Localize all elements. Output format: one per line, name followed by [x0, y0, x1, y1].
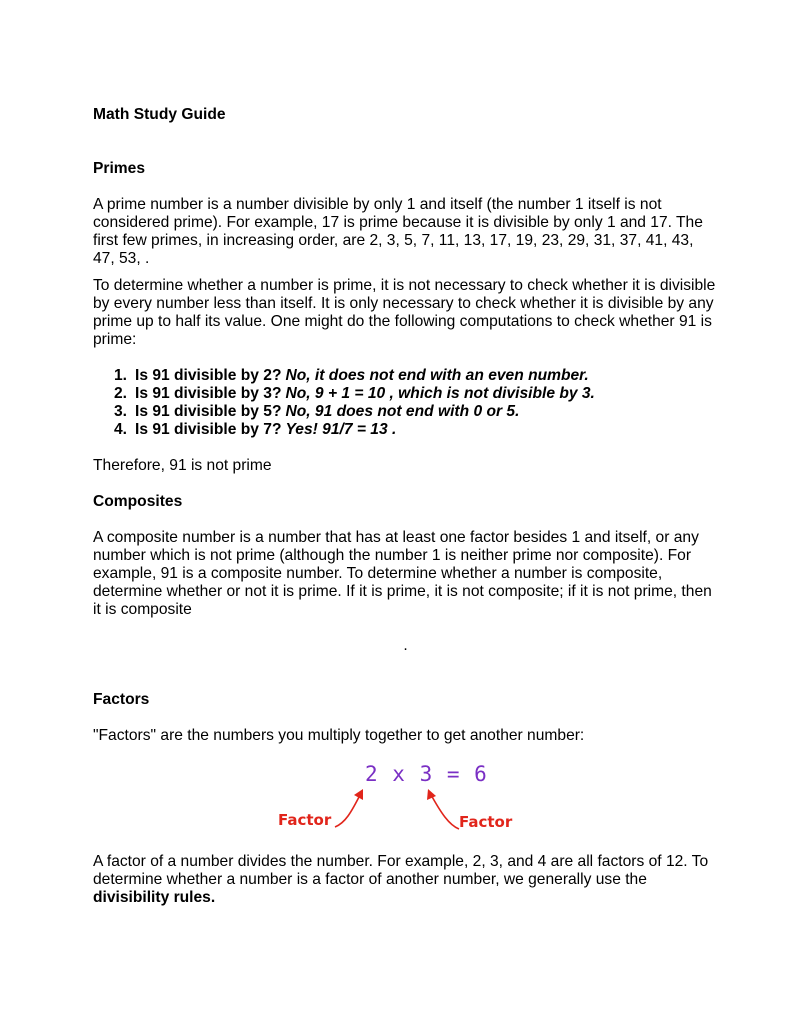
factors-definition-text: A factor of a number divides the number. For example, 2, 3, and 4 are all factors of 12. To determine whether a number is a factor of another number, we generally use the — [93, 853, 709, 888]
check-answer: No, 9 + 1 = 10 , which is not divisible by 3. — [285, 385, 595, 402]
check-item — [93, 421, 718, 439]
check-number: 2. — [113, 385, 127, 402]
left-arrow-line — [335, 793, 361, 827]
composites-paragraph: A composite number is a number that has at least one factor besides 1 and itself, or any number which is not prime (although the number 1 is neither prime nor composite). For example, 91 is a composite number. To determine whether a number is composite, determine whether or not it is prime. If it is prime, it is not composite; if it is not prime, then it is composite — [93, 529, 712, 618]
right-arrow-line — [430, 793, 459, 829]
check-question: Is 91 divisible by 7? — [135, 421, 282, 438]
check-number: 3. — [113, 403, 127, 420]
stray-dot-line — [93, 637, 718, 655]
primes-heading: Primes — [93, 160, 146, 177]
check-answer: No, it does not end with an even number. — [285, 367, 589, 384]
factors-section — [93, 691, 718, 907]
factors-heading: Factors — [93, 691, 150, 708]
primes-conclusion: Therefore, 91 is not prime — [93, 457, 272, 474]
divisibility-check-list — [93, 367, 718, 439]
factor-equation: 2 x 3 = 6 — [365, 762, 488, 786]
document-page — [93, 106, 718, 925]
primes-section — [93, 160, 718, 475]
document-title: Math Study Guide — [93, 106, 226, 123]
factors-intro-paragraph: "Factors" are the numbers you multiply together to get another number: — [93, 727, 585, 744]
check-question: Is 91 divisible by 5? — [135, 403, 282, 420]
primes-definition-paragraph: A prime number is a number divisible by only 1 and itself (the number 1 itself is not considered prime). For example, 17 is prime because it is divisible by only 1 and 17. The first few primes, in increasing order, are 2, 3, 5, 7, 11, 13, 17, 19, 23, 29, 31, 37, 41, 43, 47, 53, . — [93, 196, 703, 267]
check-item — [93, 385, 718, 403]
check-answer: No, 91 does not end with 0 or 5. — [285, 403, 520, 420]
composites-heading: Composites — [93, 493, 183, 510]
factor-diagram — [93, 763, 718, 835]
primes-check-paragraph: To determine whether a number is prime, it is not necessary to check whether it is divisible by every number less than itself. It is only necessary to check whether it is divisible by any prime up to half its value. One might do the following computations to check whether 91 is prime: — [93, 277, 716, 348]
check-item — [93, 403, 718, 421]
check-number: 4. — [113, 421, 127, 438]
check-answer: Yes! 91/7 = 13 . — [285, 421, 397, 438]
check-question: Is 91 divisible by 2? — [135, 367, 282, 384]
check-number: 1. — [113, 367, 127, 384]
check-question: Is 91 divisible by 3? — [135, 385, 282, 402]
factors-definition-paragraph — [93, 853, 718, 907]
check-item — [93, 367, 718, 385]
composites-section — [93, 493, 718, 655]
factor-label-right: Factor — [459, 813, 513, 831]
stray-dot: . — [403, 637, 408, 654]
divisibility-rules-term: divisibility rules. — [93, 889, 216, 906]
factor-label-left: Factor — [278, 811, 332, 829]
right-arrow-head — [427, 789, 436, 800]
